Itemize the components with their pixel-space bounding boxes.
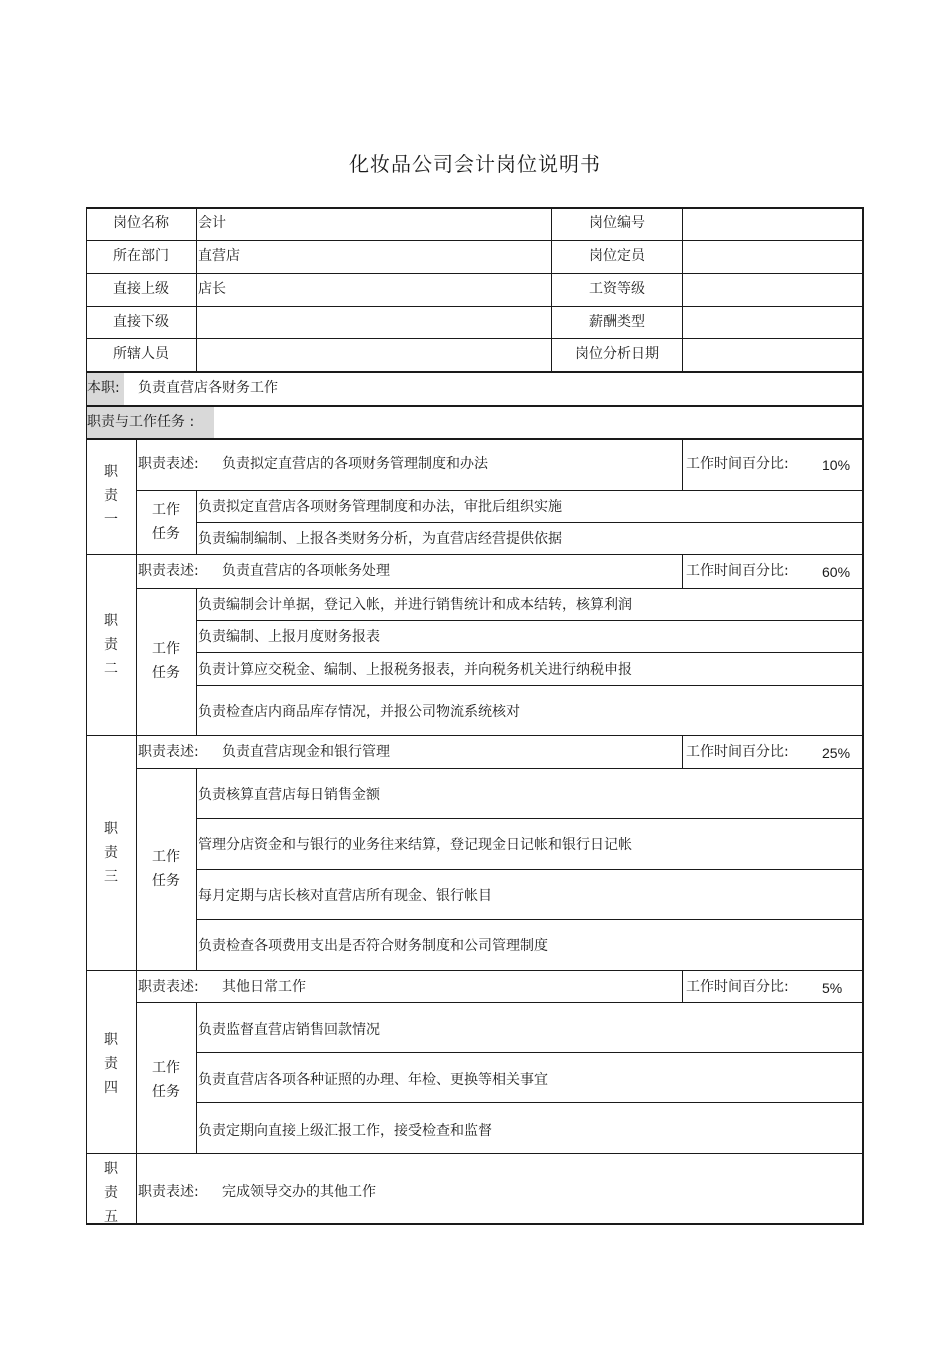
field-label: 直接上级: [113, 281, 169, 297]
task-label-line: 任务: [152, 665, 180, 681]
row-divider: [86, 371, 864, 373]
task-label-line: 任务: [152, 526, 180, 542]
row-divider: [136, 490, 864, 491]
duty-desc-label: 职责表述:: [138, 456, 199, 472]
task-item: 负责检查各项费用支出是否符合财务制度和公司管理制度: [198, 938, 548, 954]
pct-label: 工作时间百分比:: [686, 563, 789, 579]
duty-desc-label: 职责表述:: [138, 744, 199, 760]
duty-desc: 负责直营店的各项帐务处理: [222, 563, 390, 579]
duty-name-char: 职: [104, 821, 118, 837]
duties-header: 职责与工作任务 :: [87, 414, 195, 430]
row-divider: [136, 588, 864, 589]
task-item: 负责编制、上报月度财务报表: [198, 629, 380, 645]
task-label-line: 工作: [152, 641, 180, 657]
duty-name: [86, 817, 136, 889]
header-divider: [682, 207, 683, 371]
row-divider: [196, 869, 864, 870]
task-item: 负责编制编制、上报各类财务分析，为直营店经营提供依据: [198, 531, 562, 547]
row-divider: [86, 970, 864, 971]
duty-desc: 负责直营店现金和银行管理: [222, 744, 390, 760]
field-value: 店长: [198, 281, 226, 297]
task-item: 管理分店资金和与银行的业务往来结算，登记现金日记帐和银行日记帐: [198, 837, 632, 853]
duty-name-char: 责: [104, 488, 118, 504]
duty-desc: 完成领导交办的其他工作: [222, 1184, 376, 1200]
row-divider: [86, 338, 864, 339]
duty-desc-label: 职责表述:: [138, 979, 199, 995]
field-label: 所辖人员: [113, 346, 169, 362]
duty-main-label: 本职:: [87, 380, 120, 396]
field-value: 直营店: [198, 248, 240, 264]
row-divider: [196, 522, 864, 523]
pct-column-divider: [682, 554, 683, 588]
row-divider: [136, 768, 864, 769]
task-item: 负责核算直营店每日销售金额: [198, 787, 380, 803]
table-border-right: [862, 207, 864, 1225]
task-label: [138, 1056, 194, 1104]
duty-name-char: 责: [104, 845, 118, 861]
pct-value: 5%: [822, 980, 843, 996]
row-divider: [196, 652, 864, 653]
row-divider: [196, 1102, 864, 1103]
table-border-bottom: [86, 1223, 864, 1225]
pct-label: 工作时间百分比:: [686, 979, 789, 995]
task-label-line: 工作: [152, 502, 180, 518]
duty-column-divider: [136, 438, 137, 1225]
job-description-table: [86, 207, 864, 1225]
row-divider: [86, 306, 864, 307]
task-label: [138, 637, 194, 685]
task-item: 每月定期与店长核对直营店所有现金、银行帐目: [198, 888, 492, 904]
row-divider: [196, 818, 864, 819]
task-item: 负责定期向直接上级汇报工作，接受检查和监督: [198, 1123, 492, 1139]
duty-name-char: 职: [104, 1032, 118, 1048]
pct-label: 工作时间百分比:: [686, 744, 789, 760]
duty-main-text: 负责直营店各财务工作: [138, 380, 278, 396]
row-divider: [86, 735, 864, 736]
duty-name-char: 二: [104, 661, 118, 677]
duty-name: [86, 609, 136, 681]
task-item: 负责拟定直营店各项财务管理制度和办法，审批后组织实施: [198, 499, 562, 515]
pct-column-divider: [682, 970, 683, 1002]
task-item: 负责直营店各项各种证照的办理、年检、更换等相关事宜: [198, 1072, 548, 1088]
field-label: 岗位分析日期: [575, 346, 659, 362]
pct-value: 25%: [822, 745, 851, 761]
page-title: 化妆品公司会计岗位说明书: [349, 152, 601, 176]
field-label: 岗位编号: [589, 215, 645, 231]
field-label: 直接下级: [113, 314, 169, 330]
row-divider: [86, 1153, 864, 1154]
field-label: 岗位定员: [589, 248, 645, 264]
task-item: 负责监督直营店销售回款情况: [198, 1022, 380, 1038]
field-label: 工资等级: [589, 281, 645, 297]
row-divider: [86, 240, 864, 241]
duty-desc: 负责拟定直营店的各项财务管理制度和办法: [222, 456, 488, 472]
duty-desc-label: 职责表述:: [138, 1184, 199, 1200]
task-label-line: 任务: [152, 1084, 180, 1100]
duty-name: [86, 460, 136, 532]
duty-name-char: 责: [104, 1185, 118, 1201]
duty-name: [86, 1157, 136, 1229]
task-label: [138, 845, 194, 893]
duty-name-char: 三: [104, 869, 118, 885]
row-divider: [86, 273, 864, 274]
duty-name: [86, 1028, 136, 1100]
field-value: 会计: [198, 215, 226, 231]
pct-value: 60%: [822, 564, 851, 580]
task-label: [138, 498, 194, 546]
field-label: 岗位名称: [113, 215, 169, 231]
duty-name-char: 职: [104, 1161, 118, 1177]
duty-name-char: 一: [104, 512, 118, 528]
row-divider: [136, 1002, 864, 1003]
duty-name-char: 职: [104, 613, 118, 629]
duty-name-char: 责: [104, 1056, 118, 1072]
task-item: 负责编制会计单据，登记入帐，并进行销售统计和成本结转，核算利润: [198, 597, 632, 613]
row-divider: [196, 685, 864, 686]
task-item: 负责检查店内商品库存情况，并报公司物流系统核对: [198, 704, 520, 720]
duty-name-char: 职: [104, 464, 118, 480]
task-column-divider: [196, 1002, 197, 1153]
row-divider: [196, 620, 864, 621]
task-item: 负责计算应交税金、编制、上报税务报表，并向税务机关进行纳税申报: [198, 662, 632, 678]
duty-desc-label: 职责表述:: [138, 563, 199, 579]
row-divider: [196, 919, 864, 920]
pct-label: 工作时间百分比:: [686, 456, 789, 472]
row-divider: [86, 554, 864, 555]
pct-value: 10%: [822, 457, 851, 473]
table-border-top: [86, 207, 864, 209]
task-label-line: 任务: [152, 873, 180, 889]
duty-name-char: 五: [104, 1209, 118, 1225]
duty-name-char: 四: [104, 1080, 118, 1096]
task-label-line: 工作: [152, 849, 180, 865]
duty-name-char: 责: [104, 637, 118, 653]
header-divider: [196, 207, 197, 371]
pct-column-divider: [682, 735, 683, 768]
task-label-line: 工作: [152, 1060, 180, 1076]
row-divider: [196, 1052, 864, 1053]
duty-desc: 其他日常工作: [222, 979, 306, 995]
field-label: 所在部门: [113, 248, 169, 264]
task-column-divider: [196, 588, 197, 735]
row-divider: [86, 438, 864, 440]
field-label: 薪酬类型: [589, 314, 645, 330]
pct-column-divider: [682, 438, 683, 490]
